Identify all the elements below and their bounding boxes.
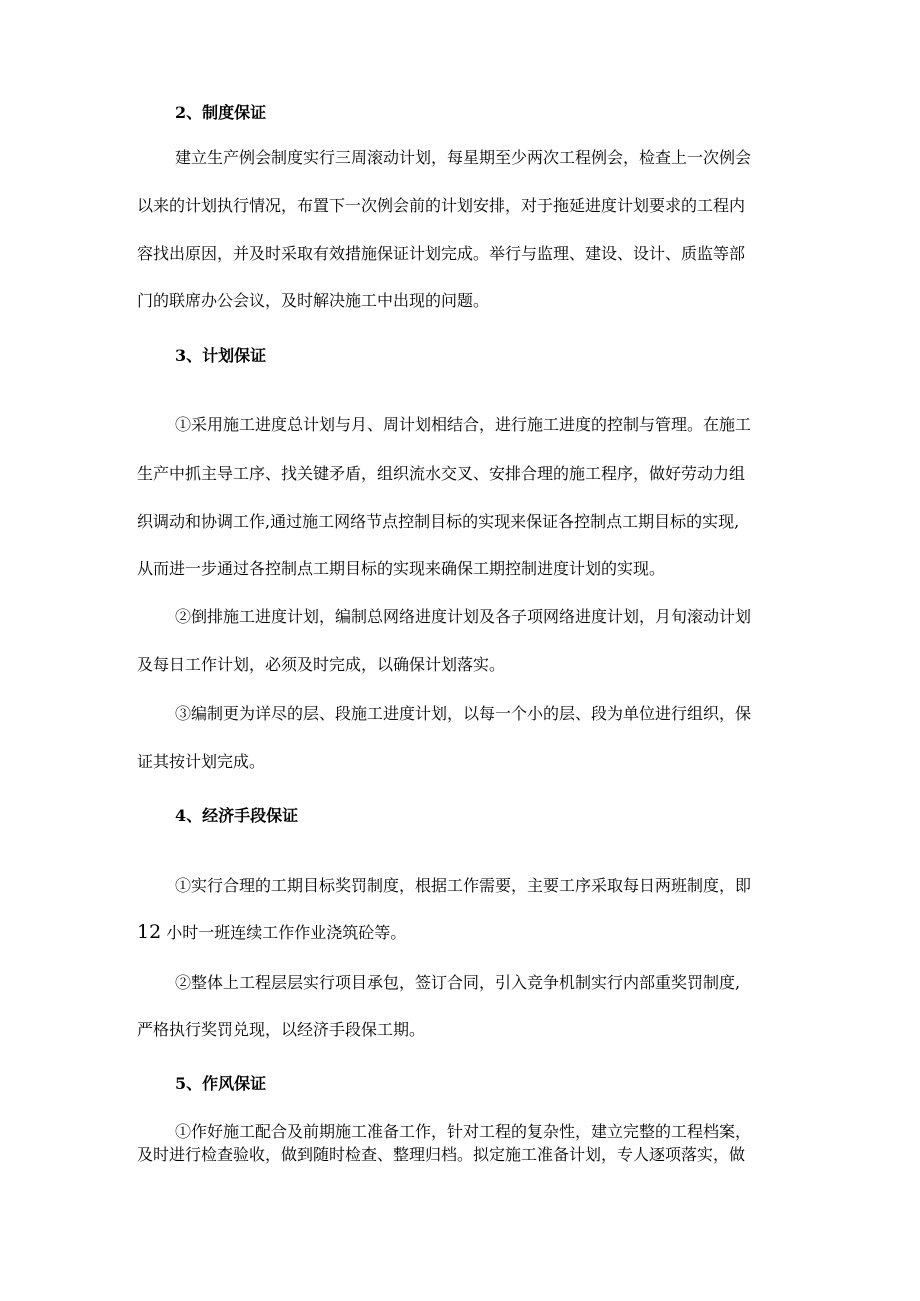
paragraph-line: 容找出原因，并及时采取有效措施保证计划完成。举行与监理、建设、设计、质监等部 <box>137 244 746 263</box>
section-heading-4: 4、经济手段保证 <box>175 806 299 825</box>
paragraph-line: 从而进一步通过各控制点工期目标的实现来确保工期控制进度计划的实现。 <box>137 559 666 578</box>
line-rest: 小时一班连续工作作业浇筑砼等。 <box>166 923 407 942</box>
hours-number: 12 <box>137 921 162 943</box>
section-heading-3: 3、计划保证 <box>175 346 267 365</box>
section-heading-2: 2、制度保证 <box>175 103 267 122</box>
paragraph-line: ①实行合理的工期目标奖罚制度，根据工作需要，主要工序采取每日两班制度，即 <box>175 876 752 895</box>
paragraph-line: 生产中抓主导工序、找关键矛盾，组织流水交叉、安排合理的施工程序，做好劳动力组 <box>137 464 746 483</box>
paragraph-line: ②倒排施工进度计划，编制总网络进度计划及各子项网络进度计划，月旬滚动计划 <box>175 607 752 626</box>
paragraph-line: 严格执行奖罚兑现，以经济手段保工期。 <box>137 1020 426 1039</box>
paragraph-line: ②整体上工程层层实行项目承包，签订合同，引入竞争机制实行内部重奖罚制度, <box>175 973 741 992</box>
paragraph-line: 及时进行检查验收，做到随时检查、整理归档。拟定施工准备计划，专人逐项落实，做 <box>137 1145 746 1164</box>
paragraph-line: 及每日工作计划，必须及时完成，以确保计划落实。 <box>137 655 506 674</box>
paragraph-line: 以来的计划执行情况，布置下一次例会前的计划安排，对于拖延进度计划要求的工程内 <box>137 196 746 215</box>
paragraph-line: ①作好施工配合及前期施工准备工作，针对工程的复杂性，建立完整的工程档案， <box>175 1122 752 1141</box>
paragraph-line: 证其按计划完成。 <box>137 752 266 771</box>
paragraph-line: ①采用施工进度总计划与月、周计划相结合，进行施工进度的控制与管理。在施工 <box>175 415 752 434</box>
paragraph-line: 建立生产例会制度实行三周滚动计划，每星期至少两次工程例会，检查上一次例会 <box>175 148 752 167</box>
paragraph-line: ③编制更为详尽的层、段施工进度计划，以每一个小的层、段为单位进行组织，保 <box>175 704 752 723</box>
paragraph-line <box>137 922 406 943</box>
paragraph-line: 门的联席办公会议，及时解决施工中出现的问题。 <box>137 291 490 310</box>
paragraph-line: 织调动和协调工作,通过施工网络节点控制目标的实现来保证各控制点工期目标的实现, <box>137 512 740 531</box>
section-heading-5: 5、作风保证 <box>175 1074 267 1093</box>
